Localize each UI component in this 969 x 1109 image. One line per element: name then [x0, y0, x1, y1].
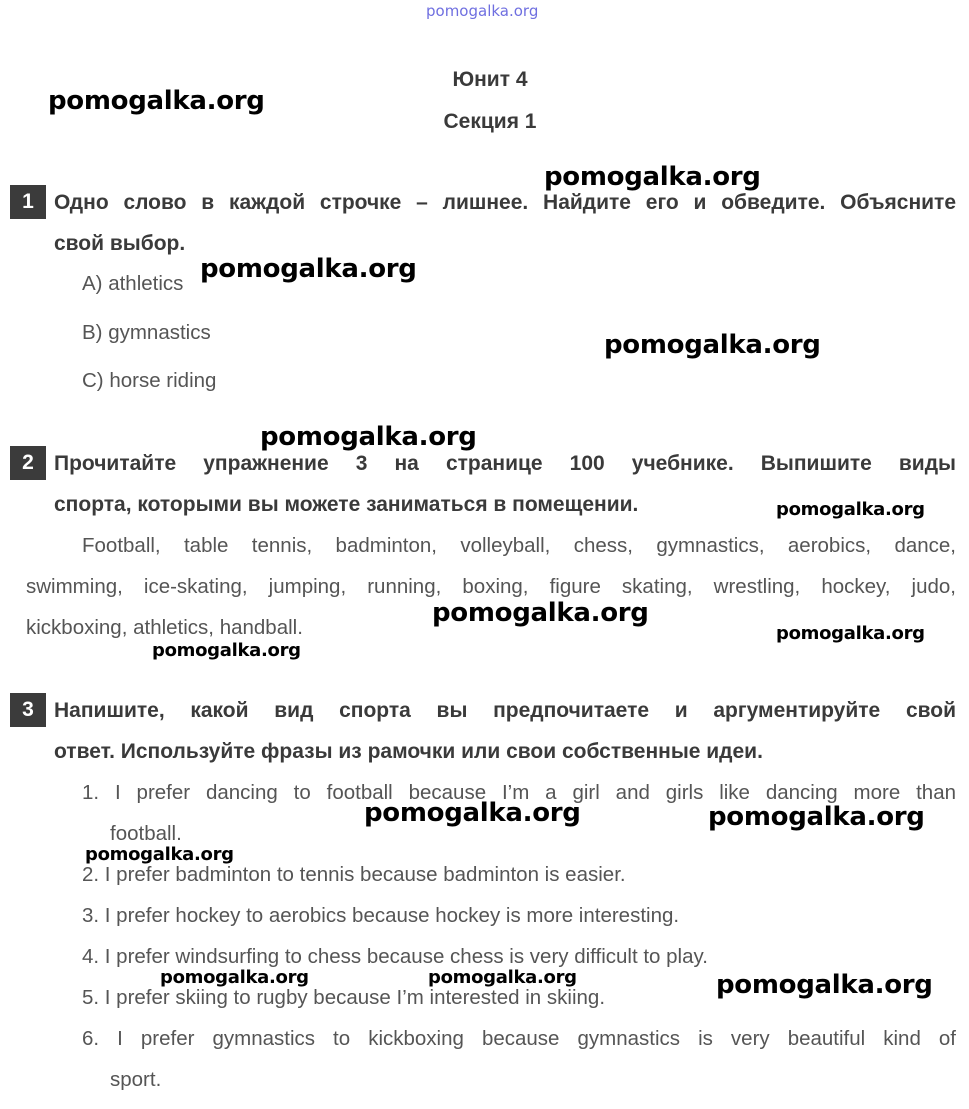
- answer-1-cont: football.: [110, 822, 182, 845]
- answer-4: 4. I prefer windsurfing to chess because chess is very difficult to play.: [82, 945, 708, 968]
- watermark: pomogalka.org: [776, 499, 925, 520]
- task-number-3: 3: [10, 693, 46, 727]
- unit-title: Юнит 4: [452, 68, 528, 91]
- task-2-answer-line-1: Football, table tennis, badminton, volleyball, chess, gymnastics, aerobics, dance,: [82, 534, 956, 557]
- task-3-line-2: ответ. Используйте фразы из рамочки или свои собственные идеи.: [54, 740, 763, 763]
- option-a: A) athletics: [82, 272, 184, 295]
- task-2-answer-line-3: kickboxing, athletics, handball.: [26, 616, 303, 639]
- task-3-instruction: [54, 690, 956, 772]
- watermark-top: pomogalka.org: [426, 2, 539, 20]
- watermark: pomogalka.org: [776, 623, 925, 644]
- task-2-line-2: спорта, которыми вы можете заниматься в помещении.: [54, 493, 639, 516]
- watermark: pomogalka.org: [428, 967, 577, 988]
- option-c: C) horse riding: [82, 369, 217, 392]
- section-title: Секция 1: [443, 110, 537, 133]
- task-3-line-1: Напишите, какой вид спорта вы предпочитаете и аргументируйте свой: [54, 699, 956, 722]
- watermark: pomogalka.org: [48, 86, 265, 116]
- task-number-1: 1: [10, 185, 46, 219]
- watermark: pomogalka.org: [604, 330, 821, 360]
- answer-5: 5. I prefer skiing to rugby because I’m interested in skiing.: [82, 986, 606, 1009]
- task-1-instruction: [54, 182, 956, 264]
- task-2-answer-line-2: swimming, ice-skating, jumping, running, boxing, figure skating, wrestling, hockey, judo,: [26, 575, 956, 598]
- watermark: pomogalka.org: [85, 844, 234, 865]
- task-2-line-1: Прочитайте упражнение 3 на странице 100 учебнике. Выпишите виды: [54, 452, 956, 475]
- task-1-line-1: Одно слово в каждой строчке – лишнее. Найдите его и обведите. Объясните: [54, 191, 956, 214]
- answer-2: 2. I prefer badminton to tennis because badminton is easier.: [82, 863, 626, 886]
- answer-1: 1. I prefer dancing to football because I’m a girl and girls like dancing more than: [82, 781, 956, 804]
- watermark: pomogalka.org: [364, 798, 581, 828]
- answer-6-cont: sport.: [110, 1068, 162, 1091]
- watermark: pomogalka.org: [160, 967, 309, 988]
- answer-6: 6. I prefer gymnastics to kickboxing because gymnastics is very beautiful kind of: [82, 1027, 956, 1050]
- watermark: pomogalka.org: [152, 640, 301, 661]
- watermark: pomogalka.org: [708, 802, 925, 832]
- task-number-2: 2: [10, 446, 46, 480]
- answer-3: 3. I prefer hockey to aerobics because hockey is more interesting.: [82, 904, 680, 927]
- watermark: pomogalka.org: [544, 162, 761, 192]
- watermark: pomogalka.org: [260, 422, 477, 452]
- watermark: pomogalka.org: [716, 970, 933, 1000]
- watermark: pomogalka.org: [432, 598, 649, 628]
- option-b: B) gymnastics: [82, 321, 211, 344]
- task-1-line-2: свой выбор.: [54, 232, 186, 255]
- watermark: pomogalka.org: [200, 254, 417, 284]
